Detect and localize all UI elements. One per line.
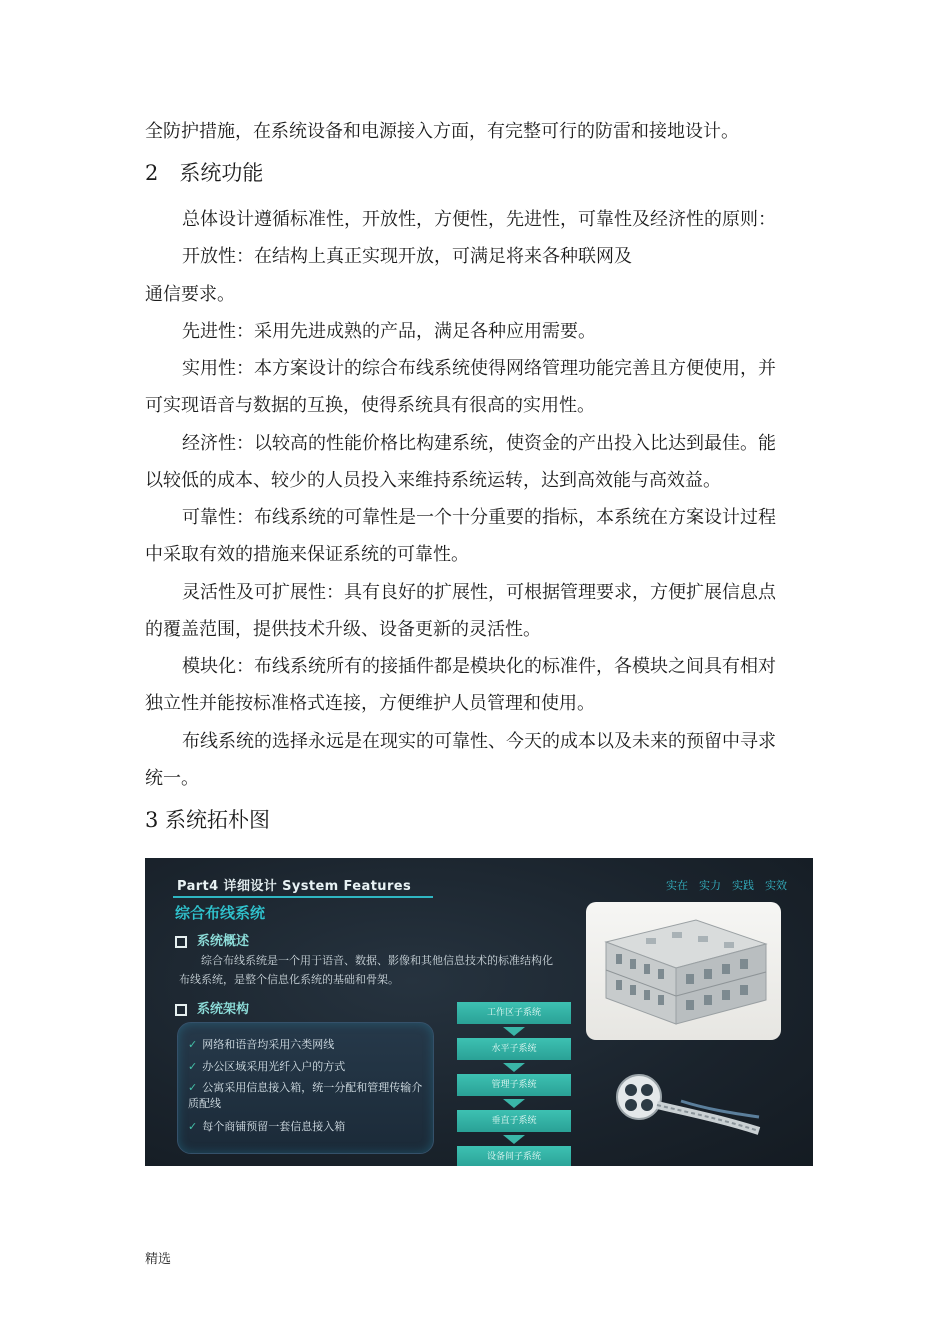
- body-line-9: 经济性：以较高的性能价格比构建系统，使资金的产出投入比达到最佳。能: [182, 433, 776, 454]
- section-overview-label: 系统概述: [197, 934, 250, 949]
- body-line-14: 的覆盖范围，提供技术升级、设备更新的灵活性。: [145, 619, 541, 640]
- building-illustration: [586, 902, 781, 1040]
- section-architecture-label: 系统架构: [197, 1002, 250, 1017]
- flow-arrow-icon: [503, 1027, 525, 1036]
- flow-step-vertical: 垂直子系统: [457, 1110, 571, 1132]
- flow-arrow-icon: [503, 1135, 525, 1144]
- body-line-18: 统一。: [145, 768, 199, 789]
- architecture-bullet: ✓ 网络和语音均采用六类网线: [188, 1038, 335, 1051]
- body-line-3: 总体设计遵循标准性，开放性，方便性，先进性，可靠性及经济性的原则：: [182, 209, 776, 230]
- figure-title: Part4 详细设计 System Features: [177, 879, 412, 894]
- flow-step-work-area: 工作区子系统: [457, 1002, 571, 1024]
- body-line-8: 可实现语音与数据的互换，使得系统具有很高的实用性。: [145, 395, 595, 416]
- square-bullet-icon: [175, 1004, 187, 1016]
- flow-arrow-icon: [503, 1063, 525, 1072]
- figure-title-rule: [173, 896, 433, 898]
- architecture-bullet: ✓ 办公区域采用光纤入户的方式: [188, 1060, 346, 1073]
- body-line-17: 布线系统的选择永远是在现实的可靠性、今天的成本以及未来的预留中寻求: [182, 731, 776, 752]
- body-line-5: 通信要求。: [145, 284, 235, 305]
- architecture-box: [177, 1022, 434, 1154]
- section-heading-2: 2 系统功能: [145, 161, 264, 185]
- check-icon: ✓: [188, 1038, 198, 1051]
- flow-step-horizontal: 水平子系统: [457, 1038, 571, 1060]
- cable-icon: [611, 1061, 761, 1141]
- overview-paragraph: 综合布线系统是一个用于语音、数据、影像和其他信息技术的标准结构化布线系统，是整个信息化系统的基础和骨架。: [179, 954, 553, 986]
- building-icon: [586, 902, 781, 1040]
- flow-arrow-icon: [503, 1099, 525, 1108]
- section-heading-3: 3 系统拓朴图: [145, 808, 271, 832]
- body-line-16: 独立性并能按标准格式连接，方便维护人员管理和使用。: [145, 693, 595, 714]
- figure-slogan: 实在 实力 实践 实效: [666, 879, 787, 892]
- figure-subtitle: 综合布线系统: [175, 904, 266, 922]
- section-architecture-heading: [175, 998, 249, 1017]
- body-line-10: 以较低的成本、较少的人员投入来维持系统运转，达到高效能与高效益。: [145, 470, 721, 491]
- square-bullet-icon: [175, 936, 187, 948]
- architecture-bullet: ✓ 每个商铺预留一套信息接入箱: [188, 1120, 346, 1133]
- page-footer: 精选: [145, 1252, 172, 1267]
- architecture-bullet: ✓ 公寓采用信息接入箱，统一分配和管理传输介质配线: [188, 1081, 423, 1110]
- body-line-1: 全防护措施，在系统设备和电源接入方面，有完整可行的防雷和接地设计。: [145, 121, 739, 142]
- body-line-13: 灵活性及可扩展性：具有良好的扩展性，可根据管理要求，方便扩展信息点: [182, 582, 776, 603]
- check-icon: ✓: [188, 1060, 198, 1073]
- body-line-6: 先进性：采用先进成熟的产品，满足各种应用需要。: [182, 321, 596, 342]
- check-icon: ✓: [188, 1120, 198, 1133]
- body-line-4: 开放性：在结构上真正实现开放，可满足将来各种联网及: [182, 246, 632, 267]
- body-line-12: 中采取有效的措施来保证系统的可靠性。: [145, 544, 469, 565]
- flow-step-management: 管理子系统: [457, 1074, 571, 1096]
- body-line-11: 可靠性：布线系统的可靠性是一个十分重要的指标，本系统在方案设计过程: [182, 507, 776, 528]
- topology-figure: [145, 858, 813, 1166]
- body-line-15: 模块化：布线系统所有的接插件都是模块化的标准件，各模块之间具有相对: [182, 656, 776, 677]
- flow-step-equipment-room: 设备间子系统: [457, 1146, 571, 1166]
- check-icon: ✓: [188, 1081, 198, 1094]
- cable-illustration: [611, 1061, 761, 1141]
- body-line-7: 实用性：本方案设计的综合布线系统使得网络管理功能完善且方便使用，并: [182, 358, 776, 379]
- section-overview-heading: [175, 930, 249, 949]
